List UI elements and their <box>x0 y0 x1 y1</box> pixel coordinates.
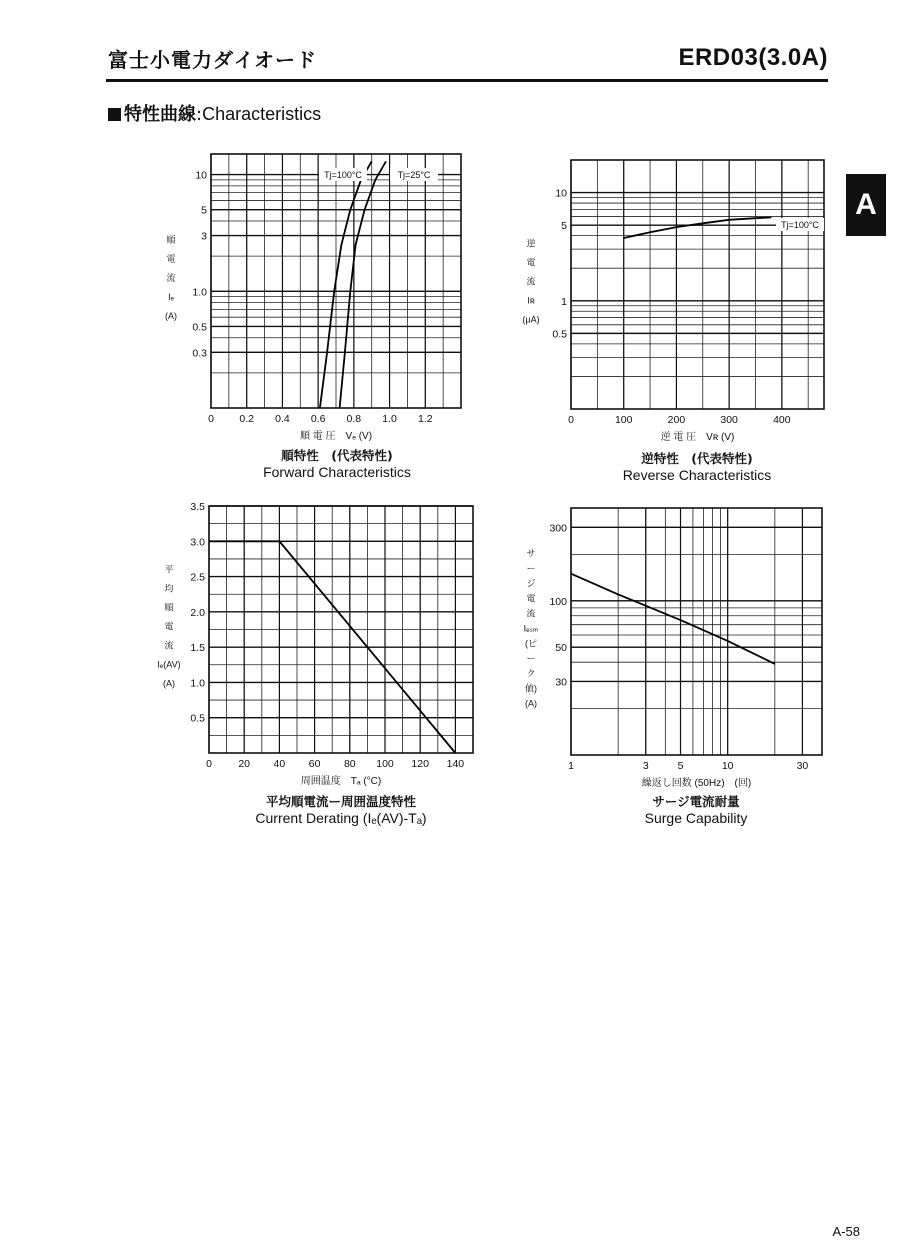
forward-caption-en: Forward Characteristics <box>263 464 411 480</box>
derating-x-tick-label: 20 <box>238 758 251 770</box>
surge-y-axis-label-char: 流 <box>526 608 536 619</box>
reverse-y-axis-label-char: 流 <box>526 276 536 287</box>
derating-y-axis-label-char: 順 <box>164 602 174 613</box>
reverse-caption-en: Reverse Characteristics <box>622 467 772 483</box>
reverse-x-axis-label: 逆 電 圧 Vʀ (V) <box>660 432 735 443</box>
page-number: A-58 <box>832 1224 860 1239</box>
derating-y-tick-label: 3.0 <box>190 536 205 549</box>
surge-y-axis-label-char: 電 <box>526 593 536 604</box>
surge-plot-frame <box>571 508 822 755</box>
derating-x-tick-label: 80 <box>343 758 356 770</box>
reverse-caption <box>572 449 822 483</box>
forward-y-tick-label: 3 <box>201 230 207 243</box>
surge-caption-en: Surge Capability <box>644 810 748 826</box>
surge-y-tick-label: 50 <box>555 642 567 655</box>
derating-x-tick-label: 120 <box>411 758 429 770</box>
reverse-y-axis-label-char: 電 <box>526 257 536 268</box>
forward-y-tick-label: 0.5 <box>192 321 207 334</box>
derating-chart <box>157 501 473 787</box>
surge-x-axis-label: 繰返し回数 (50Hz) (回) <box>641 778 752 789</box>
surge-x-tick-label: 30 <box>796 760 809 772</box>
forward-y-axis-label-char: 順 <box>166 235 176 245</box>
derating-y-axis-label-char: 電 <box>164 621 174 632</box>
reverse-y-tick-label: 5 <box>561 220 567 233</box>
derating-caption-jp: 平均順電流ー周囲温度特性 <box>265 794 416 809</box>
section-heading-sep: : <box>196 104 203 125</box>
reverse-y-tick-label: 10 <box>555 187 567 200</box>
surge-y-axis-label-char: ー <box>526 653 536 664</box>
forward-x-tick-label: 0.4 <box>275 413 290 425</box>
derating-y-tick-label: 2.0 <box>190 606 205 619</box>
reverse-chart <box>522 160 824 443</box>
derating-y-tick-label: 1.0 <box>190 677 205 690</box>
forward-series-line <box>320 161 372 408</box>
derating-x-tick-label: 0 <box>206 758 212 770</box>
reverse-x-tick-label: 100 <box>614 414 633 426</box>
forward-y-axis-label-char: 電 <box>166 254 176 264</box>
surge-y-axis-label-char: 値) <box>525 683 537 694</box>
surge-x-tick-label: 5 <box>677 760 684 772</box>
derating-y-tick-label: 1.5 <box>190 642 205 655</box>
surge-y-axis-label-char: (ピ <box>525 638 537 649</box>
derating-x-axis-label: 周囲温度 Tₐ (°C) <box>300 776 382 787</box>
reverse-x-tick-label: 400 <box>773 414 791 426</box>
reverse-x-tick-label: 300 <box>720 414 738 426</box>
surge-y-tick-label: 300 <box>549 522 567 535</box>
derating-y-tick-label: 2.5 <box>190 571 205 584</box>
surge-y-tick-label: 30 <box>555 676 567 689</box>
derating-y-tick-label: 0.5 <box>190 712 205 725</box>
section-heading-en: Characteristics <box>202 104 322 124</box>
surge-y-axis-label-char: サ <box>526 548 536 559</box>
reverse-caption-jp: 逆特性 (代表特性) <box>641 451 753 466</box>
derating-caption-en: Current Derating (Iₑ(AV)-Tₐ) <box>255 810 427 826</box>
forward-y-tick-label: 0.3 <box>192 347 207 360</box>
reverse-y-axis-label-char: (μA) <box>522 314 540 325</box>
surge-x-tick-label: 10 <box>721 760 734 772</box>
surge-y-axis-label-char: (A) <box>525 698 537 709</box>
surge-y-axis-label-char: ー <box>526 563 536 574</box>
forward-caption-jp: 順特性 (代表特性) <box>281 448 393 463</box>
derating-y-axis-label-char: 平 <box>164 564 174 575</box>
forward-y-axis-label-char: Iₑ <box>168 292 174 302</box>
reverse-series-label: Tj=100°C <box>781 220 819 230</box>
reverse-y-axis-label-char: 逆 <box>526 238 536 249</box>
derating-x-tick-label: 140 <box>446 758 465 770</box>
surge-x-tick-label: 3 <box>642 760 649 772</box>
part-number: ERD03(3.0A) <box>678 44 828 71</box>
forward-series-label: Tj=100°C <box>324 170 362 180</box>
derating-y-tick-label: 3.5 <box>190 501 205 513</box>
surge-x-tick-label: 1 <box>568 760 574 772</box>
reverse-y-tick-label: 0.5 <box>552 328 567 341</box>
forward-x-axis-label: 順 電 圧 Vₑ (V) <box>299 431 373 442</box>
forward-x-tick-label: 1.2 <box>417 413 433 425</box>
reverse-y-axis-label-char: Iʀ <box>527 295 535 306</box>
surge-caption-jp: サージ電流耐量 <box>652 794 740 809</box>
forward-x-tick-label: 0.8 <box>346 413 362 425</box>
surge-series-line <box>571 574 775 664</box>
side-index-tab: A <box>846 174 886 236</box>
derating-x-tick-label: 100 <box>376 758 394 770</box>
derating-y-axis-label-char: 均 <box>164 583 174 594</box>
surge-chart <box>524 508 822 789</box>
derating-caption <box>210 792 472 826</box>
forward-series-label: Tj=25°C <box>397 170 431 180</box>
derating-y-axis-label-char: Iₑ(AV) <box>157 659 181 670</box>
surge-y-tick-label: 100 <box>549 595 567 608</box>
derating-y-axis-label-char: 流 <box>164 640 174 651</box>
forward-x-tick-label: 1.0 <box>382 413 397 425</box>
reverse-y-tick-label: 1 <box>561 295 567 308</box>
document-title: 富士小電力ダイオード <box>108 48 317 72</box>
forward-caption <box>212 446 462 480</box>
forward-x-tick-label: 0 <box>208 413 214 425</box>
derating-x-tick-label: 60 <box>308 758 321 770</box>
forward-chart <box>165 154 461 442</box>
forward-y-axis-label-char: (A) <box>165 311 177 321</box>
derating-x-tick-label: 40 <box>273 758 286 770</box>
forward-y-tick-label: 1.0 <box>192 286 207 299</box>
reverse-x-tick-label: 0 <box>568 414 574 426</box>
derating-y-axis-label-char: (A) <box>163 678 175 689</box>
forward-y-tick-label: 10 <box>195 169 207 182</box>
surge-y-axis-label-char: ク <box>526 668 536 679</box>
reverse-series-line <box>624 217 772 238</box>
forward-x-tick-label: 0.2 <box>239 413 255 425</box>
surge-y-axis-label-char: ジ <box>526 578 536 589</box>
forward-y-axis-label-char: 流 <box>166 273 176 283</box>
forward-series-line <box>340 161 386 408</box>
forward-x-tick-label: 0.6 <box>310 413 326 425</box>
section-heading-jp: 特性曲線 <box>124 104 196 125</box>
surge-y-axis-label-char: Iₑₛₘ <box>523 623 539 634</box>
forward-y-tick-label: 5 <box>201 204 207 217</box>
surge-caption <box>570 792 822 826</box>
reverse-x-tick-label: 200 <box>667 414 686 426</box>
